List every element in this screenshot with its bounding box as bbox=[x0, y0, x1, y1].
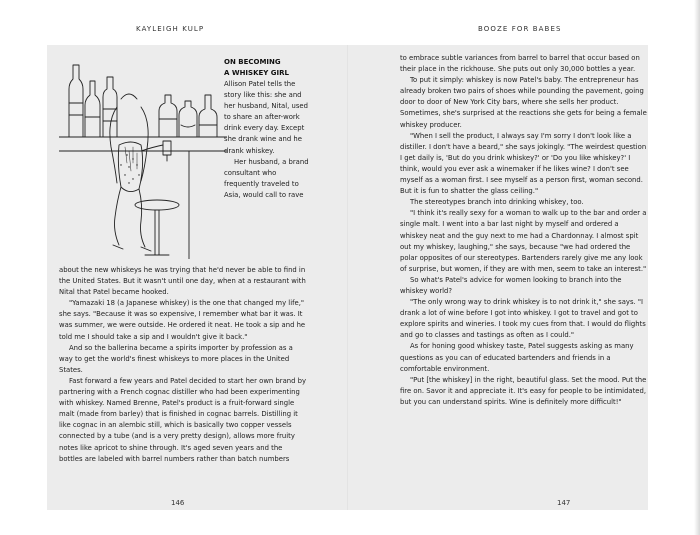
body-paragraph: "The only wrong way to drink whiskey is to not drink it," she says. "I drank a lot of wine before I got into whiskey. I got to travel and got to explore spirits and wineries. I took my cues from that. I would do flights and go to classes and tastings as often as I could." bbox=[400, 298, 646, 340]
sidebar-column bbox=[224, 57, 310, 201]
body-paragraph: The stereotypes branch into drinking whiskey, too. bbox=[410, 198, 584, 207]
body-paragraph: And so the ballerina became a spirits importer by profession as a way to get the world's finest whiskeys to more places in the United States. bbox=[59, 343, 293, 374]
left-running-head: KAYLEIGH KULP bbox=[136, 25, 205, 33]
body-paragraph: "Put [the whiskey] in the right, beautiful glass. Set the mood. Put the fire on. Savor it and appreciate it. It's easy for people to be intimidated, but you can understand spirits. Wine is definitely more difficult!" bbox=[400, 375, 647, 406]
page-header bbox=[0, 0, 700, 45]
book-spread[interactable] bbox=[47, 45, 648, 510]
window-edge bbox=[694, 0, 700, 535]
right-page[interactable] bbox=[349, 45, 648, 510]
side-paragraph: Allison Patel tells the story like this: she and her husband, Nital, used to share an after-work drink every day. Except she drank wine and he drank whiskey. bbox=[224, 80, 308, 155]
body-paragraph: to embrace subtle variances from barrel to barrel that occur based on their place in the rickhouse. She puts out only 30,000 bottles a year. bbox=[400, 54, 640, 74]
right-running-head: BOOZE FOR BABES bbox=[478, 25, 562, 33]
right-page-number: 147 bbox=[557, 499, 571, 507]
spine-divider bbox=[347, 45, 348, 510]
left-body-text bbox=[59, 265, 307, 465]
body-paragraph: "Yamazaki 18 (a Japanese whiskey) is the one that changed my life," she says. "Because it was so expensive, I remember what bar it was. It was summer, we were outside. He ordered it neat. He took a sip and he told me I should take a sip and I wouldn't give it back." bbox=[59, 299, 306, 341]
left-page-number: 146 bbox=[171, 499, 185, 507]
body-paragraph: As for honing good whiskey taste, Patel suggests asking as many questions as you can of educated bartenders and friends in a comfortable environment. bbox=[400, 342, 634, 373]
body-paragraph: So what's Patel's advice for women looking to branch into the whiskey world? bbox=[400, 275, 622, 295]
side-paragraph: Her husband, a brand consultant who frequently traveled to Asia, would call to rave bbox=[224, 157, 309, 199]
body-paragraph: Fast forward a few years and Patel decided to start her own brand by partnering with a French cognac distiller who had been experimenting with whiskey. Named Brenne, Patel's product is a fruit-forward single malt (made from barley) that is finished in cognac barrels. Distilling it like cognac in an alembic still, which is basically two copper vessels connected by a tube (and is a very pretty design), allows more fruity notes like apricot to shine through. It's aged seven years and the bottles are labeled with barrel numbers rather than batch numbers bbox=[59, 376, 307, 463]
section-heading-line-1: ON BECOMING bbox=[224, 58, 281, 66]
body-paragraph: about the new whiskeys he was trying that he'd never be able to find in the United States. But it wasn't until one day, when at a restaurant with Nital that Patel became hooked. bbox=[59, 266, 306, 297]
left-page[interactable] bbox=[47, 45, 347, 510]
section-heading-line-2: A WHISKEY GIRL bbox=[224, 69, 289, 77]
bottom-margin bbox=[0, 510, 700, 535]
body-paragraph: "When I sell the product, I always say I'm sorry I don't look like a distiller. I don't have a beard," she says jokingly. "The weirdest question I get daily is, 'But do you drink whiskey?' or 'Do you like whiskey?' I think, would you ever ask a winemaker if he likes wine? I don't see myself as a woman first. I see myself as a person first, woman second. But it is fun to shatter the glass ceiling." bbox=[400, 131, 647, 196]
body-paragraph: "I think it's really sexy for a woman to walk up to the bar and order a single malt. I went into a bar last night by myself and ordered a whiskey neat and the guy next to me had a Chardonnay. I almost spit out my whiskey, laughing," she says, because "we had ordered the polar opposites of our stereotypes. Bartenders rarely give me any look of surprise, but women, if they are with men, seem to take an interest." bbox=[400, 209, 647, 273]
right-body-text bbox=[400, 53, 648, 408]
woman-at-bar-illustration bbox=[59, 55, 227, 259]
body-paragraph: To put it simply: whiskey is now Patel's baby. The entrepreneur has already broken two pairs of shoes while pounding the pavement, going door to door of New York City bars, where she sells her product. Sometimes, she's surprised at the reactions she gets for being a female whiskey producer. bbox=[400, 76, 647, 129]
